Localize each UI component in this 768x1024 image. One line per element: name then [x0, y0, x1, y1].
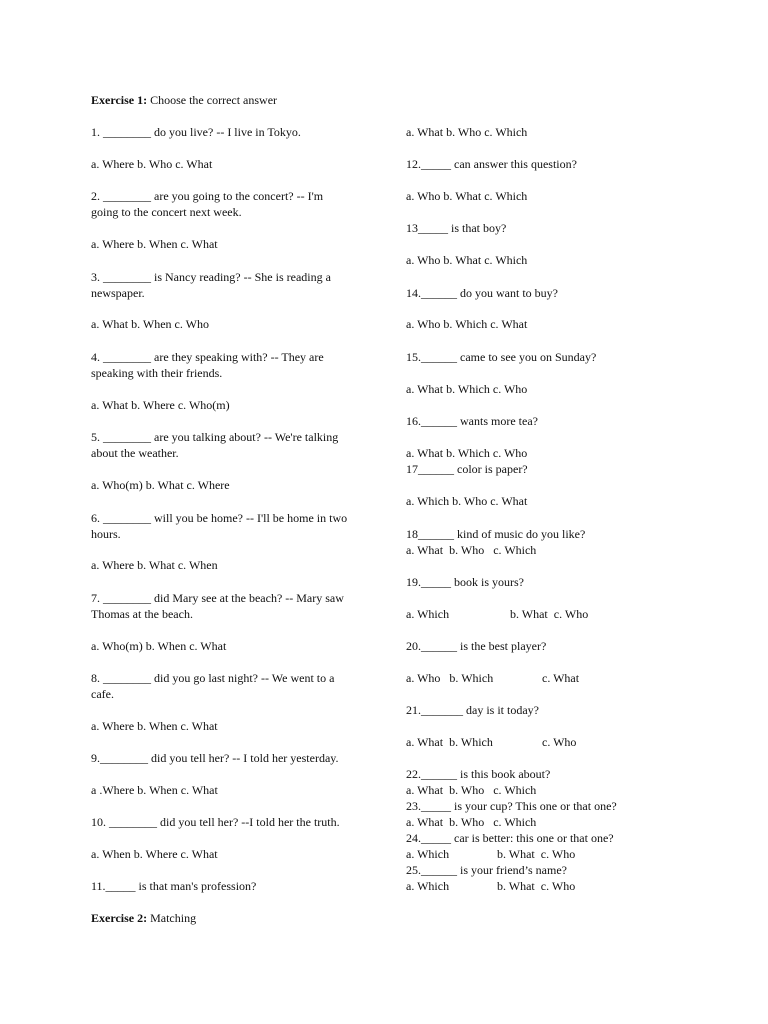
- options-14: a. Who b. Which c. What: [406, 317, 528, 331]
- options-20-c: c. What: [542, 671, 580, 685]
- question-8-line-1: 8. ________ did you go last night? -- We went to a: [91, 671, 335, 685]
- options-25-a: a. Which: [406, 879, 450, 893]
- question-8-line-2: cafe.: [91, 687, 114, 701]
- options-22: a. What b. Who c. Which: [406, 783, 537, 797]
- options-24-bc: b. What c. Who: [497, 847, 576, 861]
- question-3-line-1: 3. ________ is Nancy reading? -- She is reading a: [91, 270, 331, 284]
- options-21-c: c. Who: [542, 735, 577, 749]
- exercise-2-heading: [91, 910, 196, 926]
- question-14: 14.______ do you want to buy?: [406, 286, 558, 300]
- question-16: 16.______ wants more tea?: [406, 414, 538, 428]
- question-23: 23._____ is your cup? This one or that one?: [406, 799, 617, 813]
- question-1: 1. ________ do you live? -- I live in Tokyo.: [91, 125, 301, 139]
- question-6-line-2: hours.: [91, 527, 121, 541]
- options-24-a: a. Which: [406, 847, 450, 861]
- options-1: a. Where b. Who c. What: [91, 157, 213, 171]
- options-18: a. What b. Who c. Which: [406, 543, 537, 557]
- question-20: 20.______ is the best player?: [406, 639, 547, 653]
- options-13: a. Who b. What c. Which: [406, 253, 528, 267]
- exercise-1-heading: [91, 92, 277, 108]
- question-24: 24._____ car is better: this one or that one?: [406, 831, 614, 845]
- question-12: 12._____ can answer this question?: [406, 157, 577, 171]
- options-15: a. What b. Which c. Who: [406, 382, 528, 396]
- question-4-line-1: 4. ________ are they speaking with? -- They are: [91, 350, 324, 364]
- question-13: 13_____ is that boy?: [406, 221, 507, 235]
- question-21: 21._______ day is it today?: [406, 703, 539, 717]
- options-8: a. Where b. When c. What: [91, 719, 218, 733]
- options-20-ab: a. Who b. Which: [406, 671, 494, 685]
- question-19: 19._____ book is yours?: [406, 575, 524, 589]
- question-17: 17______ color is paper?: [406, 462, 528, 476]
- question-22: 22.______ is this book about?: [406, 767, 551, 781]
- options-7: a. Who(m) b. When c. What: [91, 639, 227, 653]
- exercise-2-instruction: Matching: [150, 911, 197, 925]
- options-10: a. When b. Where c. What: [91, 847, 218, 861]
- options-5: a. Who(m) b. What c. Where: [91, 478, 230, 492]
- question-15: 15.______ came to see you on Sunday?: [406, 350, 597, 364]
- question-11: 11._____ is that man's profession?: [91, 879, 257, 893]
- options-3: a. What b. When c. Who: [91, 317, 209, 331]
- question-10: 10. ________ did you tell her? --I told her the truth.: [91, 815, 340, 829]
- options-19-a: a. Which: [406, 607, 450, 621]
- question-6-line-1: 6. ________ will you be home? -- I'll be home in two: [91, 511, 348, 525]
- question-25: 25.______ is your friend’s name?: [406, 863, 567, 877]
- options-11: a. What b. Who c. Which: [406, 125, 528, 139]
- question-5-line-1: 5. ________ are you talking about? -- We're talking: [91, 430, 339, 444]
- question-7-line-2: Thomas at the beach.: [91, 607, 193, 621]
- options-19-bc: b. What c. Who: [510, 607, 589, 621]
- exercise-1-label: Exercise 1:: [91, 93, 148, 107]
- question-9: 9.________ did you tell her? -- I told her yesterday.: [91, 751, 339, 765]
- question-2-line-2: going to the concert next week.: [91, 205, 242, 219]
- options-9: a .Where b. When c. What: [91, 783, 218, 797]
- question-4-line-2: speaking with their friends.: [91, 366, 223, 380]
- options-4: a. What b. Where c. Who(m): [91, 398, 230, 412]
- exercise-1-instruction: Choose the correct answer: [150, 93, 278, 107]
- question-18: 18______ kind of music do you like?: [406, 527, 586, 541]
- question-7-line-1: 7. ________ did Mary see at the beach? -- Mary saw: [91, 591, 344, 605]
- question-5-line-2: about the weather.: [91, 446, 179, 460]
- options-16: a. What b. Which c. Who: [406, 446, 528, 460]
- options-25-bc: b. What c. Who: [497, 879, 576, 893]
- question-3-line-2: newspaper.: [91, 286, 145, 300]
- options-2: a. Where b. When c. What: [91, 237, 218, 251]
- options-12: a. Who b. What c. Which: [406, 189, 528, 203]
- question-2-line-1: 2. ________ are you going to the concert? -- I'm: [91, 189, 324, 203]
- options-6: a. Where b. What c. When: [91, 558, 218, 572]
- exercise-2-label: Exercise 2:: [91, 911, 148, 925]
- options-23: a. What b. Who c. Which: [406, 815, 537, 829]
- options-21-ab: a. What b. Which: [406, 735, 493, 749]
- options-17: a. Which b. Who c. What: [406, 494, 528, 508]
